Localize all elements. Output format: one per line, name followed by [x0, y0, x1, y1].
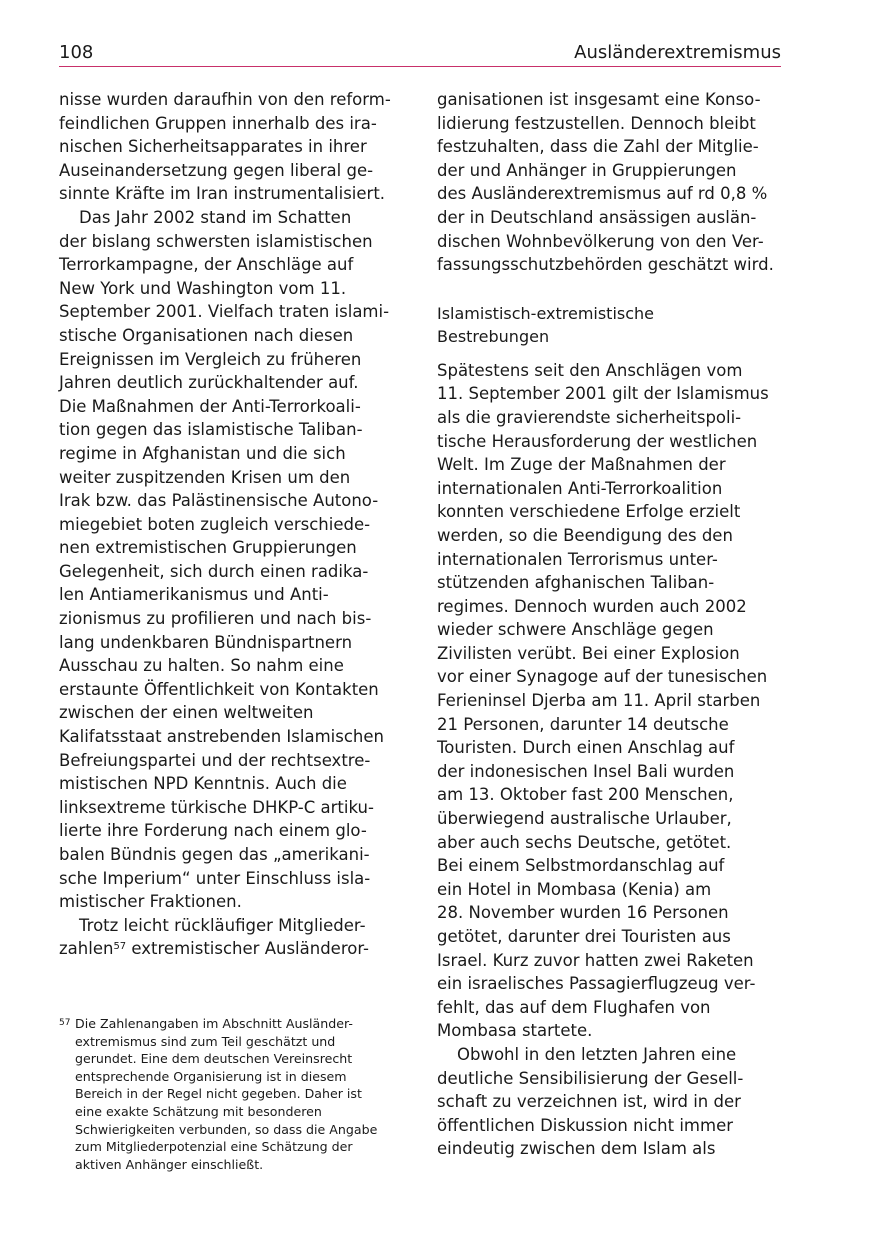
text-line: Jahren deutlich zurückhaltender auf.: [59, 373, 359, 393]
text-line: Mombasa startete.: [437, 1021, 593, 1041]
text-fragment: extremistischer Ausländeror-: [126, 939, 370, 959]
section-heading: [437, 302, 782, 359]
text-line: len Antiamerikanismus und Anti-: [59, 585, 329, 605]
text-line: Bei einem Selbstmordanschlag auf: [437, 856, 725, 876]
text-line: festzuhalten, dass die Zahl der Mitglie-: [437, 137, 759, 157]
text-line: sche Imperium“ unter Einschluss isla-: [59, 868, 371, 888]
text-line: tische Herausforderung der westlichen: [437, 431, 758, 451]
text-line: September 2001. Vielfach traten islami-: [59, 302, 390, 322]
footnote-line: entsprechende Organisierung ist in diesem: [75, 1068, 347, 1084]
text-line: Auseinandersetzung gegen liberal ge-: [59, 160, 374, 180]
running-title: Ausländerextremismus: [574, 42, 781, 63]
text-line: der bislang schwersten islamistischen: [59, 231, 373, 251]
text-line: fehlt, das auf dem Flughafen von: [437, 997, 711, 1017]
footnote-line: gerundet. Eine dem deutschen Vereinsrecht: [75, 1051, 353, 1067]
text-line: Ereignissen im Vergleich zu früheren: [59, 349, 362, 369]
footnote-line: aktiven Anhänger einschließt.: [75, 1156, 264, 1172]
footnote-line: eine exakte Schätzung mit besonderen: [75, 1103, 322, 1119]
text-line: des Ausländerextremismus auf rd 0,8 %: [437, 184, 768, 204]
text-line: aber auch sechs Deutsche, getötet.: [437, 832, 732, 852]
footnote-line: zum Mitgliederpotenzial eine Schätzung der: [75, 1139, 353, 1155]
footnote: [59, 1015, 404, 1173]
text-line: internationalen Terrorismus unter-: [437, 549, 718, 569]
text-line: Ausschau zu halten. So nahm eine: [59, 656, 344, 676]
heading-line: Bestrebungen: [437, 327, 550, 347]
page-number: 108: [59, 42, 94, 63]
text-line: Trotz leicht rückläufiger Mitglieder-: [79, 915, 366, 935]
text-line: mistischen NPD Kenntnis. Auch die: [59, 774, 347, 794]
text-line: eindeutig zwischen dem Islam als: [437, 1139, 716, 1159]
text-line: dischen Wohnbevölkerung von den Ver-: [437, 231, 764, 251]
text-line: Befreiungspartei und der rechtsextre-: [59, 750, 371, 770]
text-line: Terrorkampagne, der Anschläge auf: [59, 255, 354, 275]
page-header: [59, 40, 781, 67]
text-line: Welt. Im Zuge der Maßnahmen der: [437, 455, 726, 475]
spacer: [437, 277, 782, 302]
text-line: sinnte Kräfte im Iran instrumentalisiert.: [59, 184, 386, 204]
text-line: nen extremistischen Gruppierungen: [59, 538, 357, 558]
footnote-line: Die Zahlenangaben im Abschnitt Ausländer-: [75, 1016, 353, 1031]
text-line: am 13. Oktober fast 200 Menschen,: [437, 785, 734, 805]
text-line: stützenden afghanischen Taliban-: [437, 573, 715, 593]
text-line: Das Jahr 2002 stand im Schatten: [79, 207, 352, 227]
text-line: internationalen Anti-Terrorkoalition: [437, 478, 723, 498]
text-line: feindlichen Gruppen innerhalb des ira-: [59, 113, 377, 133]
text-line: nisse wurden daraufhin von den reform-: [59, 90, 391, 109]
text-line: Gelegenheit, sich durch einen radika-: [59, 561, 369, 581]
text-line: ganisationen ist insgesamt eine Konso-: [437, 90, 761, 109]
right-column: [437, 88, 782, 1161]
text-line: lang undenkbaren Bündnispartnern: [59, 632, 353, 652]
text-line: werden, so die Beendigung des den: [437, 525, 733, 545]
text-line: tion gegen das islamistische Taliban-: [59, 420, 363, 440]
text-line: deutliche Sensibilisierung der Gesell-: [437, 1068, 744, 1088]
text-line: weiter zuspitzenden Krisen um den: [59, 467, 351, 487]
footnote-line: Bereich in der Regel nicht gegeben. Daher ist: [75, 1086, 362, 1102]
text-line: der in Deutschland ansässigen auslän-: [437, 207, 757, 227]
text-line: Touristen. Durch einen Anschlag auf: [437, 738, 735, 758]
text-line: ein Hotel in Mombasa (Kenia) am: [437, 879, 712, 899]
text-line: stische Organisationen nach diesen: [59, 325, 354, 345]
footnote-line: Schwierigkeiten verbunden, so dass die Angabe: [75, 1121, 378, 1137]
footnote-line: extremismus sind zum Teil geschätzt und: [75, 1033, 336, 1049]
text-line: 21 Personen, darunter 14 deutsche: [437, 714, 729, 734]
text-line: Die Maßnahmen der Anti-Terrorkoali-: [59, 396, 361, 416]
text-line: lidierung festzustellen. Dennoch bleibt: [437, 113, 756, 133]
text-line: der indonesischen Insel Bali wurden: [437, 761, 735, 781]
text-line: Ferieninsel Djerba am 11. April starben: [437, 691, 761, 711]
footnote-block: [59, 1015, 404, 1173]
text-line: linksextreme türkische DHKP-C artiku-: [59, 797, 374, 817]
text-line: ein israelisches Passagierflugzeug ver-: [437, 974, 756, 994]
text-line: balen Bündnis gegen das „amerikani-: [59, 845, 370, 864]
text-line: regime in Afghanistan und die sich: [59, 443, 346, 463]
text-line: öffentlichen Diskussion nicht immer: [437, 1115, 734, 1135]
text-line: lierte ihre Forderung nach einem glo-: [59, 821, 367, 841]
text-line: miegebiet boten zugleich verschiede-: [59, 514, 371, 534]
text-line: fassungsschutzbehörden geschätzt wird.: [437, 255, 774, 275]
text-line: schaft zu verzeichnen ist, wird in der: [437, 1092, 741, 1112]
text-line: Zivilisten verübt. Bei einer Explosion: [437, 643, 740, 663]
text-line: überwiegend australische Urlauber,: [437, 809, 732, 829]
footnote-number: 57: [59, 1018, 71, 1028]
heading-line: Islamistisch-extremistische: [437, 303, 655, 323]
footnote-reference: 57: [113, 941, 127, 953]
text-line: Kalifatsstaat anstrebenden Islamischen: [59, 727, 384, 747]
text-line: der und Anhänger in Gruppierungen: [437, 160, 737, 180]
text-line: New York und Washington vom 11.: [59, 278, 347, 298]
text-line: vor einer Synagoge auf der tunesischen: [437, 667, 768, 687]
text-line: als die gravierendste sicherheitspoli-: [437, 407, 742, 427]
text-line: erstaunte Öffentlichkeit von Kontakten: [59, 679, 379, 699]
text-line: Israel. Kurz zuvor hatten zwei Raketen: [437, 950, 754, 970]
text-fragment: zahlen: [59, 939, 114, 959]
left-column: [59, 88, 404, 961]
text-line: getötet, darunter drei Touristen aus: [437, 927, 731, 946]
text-line: mistischer Fraktionen.: [59, 892, 242, 912]
text-line: Irak bzw. das Palästinensische Autono-: [59, 491, 379, 511]
text-line: regimes. Dennoch wurden auch 2002: [437, 596, 747, 616]
text-line: 28. November wurden 16 Personen: [437, 903, 729, 923]
text-line: konnten verschiedene Erfolge erzielt: [437, 502, 741, 522]
text-line: zwischen der einen weltweiten: [59, 703, 314, 723]
text-line-with-footnote-ref: [59, 937, 404, 961]
text-line: nischen Sicherheitsapparates in ihrer: [59, 137, 367, 157]
text-line: Obwohl in den letzten Jahren eine: [457, 1044, 737, 1064]
text-line: zionismus zu profilieren und nach bis-: [59, 609, 372, 629]
text-line: Spätestens seit den Anschlägen vom: [437, 360, 743, 380]
text-line: 11. September 2001 gilt der Islamismus: [437, 384, 769, 404]
text-line: wieder schwere Anschläge gegen: [437, 620, 714, 640]
